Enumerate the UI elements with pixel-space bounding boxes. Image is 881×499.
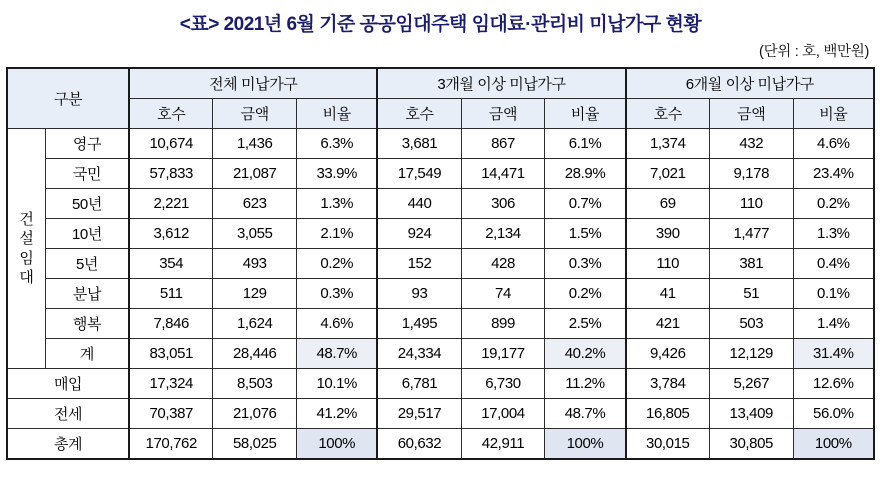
row-label: 국민 xyxy=(45,159,129,189)
cell-value-total: 100% xyxy=(297,429,378,460)
cell-value: 899 xyxy=(461,309,545,339)
cell-value: 48.7% xyxy=(545,399,626,429)
cell-value: 4.6% xyxy=(793,129,874,159)
cell-value: 70,387 xyxy=(129,399,213,429)
cell-value: 623 xyxy=(213,189,297,219)
cell-value: 13,409 xyxy=(709,399,793,429)
cell-value: 0.3% xyxy=(297,279,378,309)
cell-value: 493 xyxy=(213,249,297,279)
cell-value: 0.2% xyxy=(793,189,874,219)
cell-value: 56.0% xyxy=(793,399,874,429)
cell-value-total: 170,762 xyxy=(129,429,213,460)
table-row-subtotal xyxy=(7,339,874,369)
cell-value-subtotal: 12,129 xyxy=(709,339,793,369)
cell-value-total: 100% xyxy=(793,429,874,460)
table-row xyxy=(7,189,874,219)
cell-value: 41.2% xyxy=(297,399,378,429)
cell-value: 17,004 xyxy=(461,399,545,429)
cell-value: 21,076 xyxy=(213,399,297,429)
cell-value: 12.6% xyxy=(793,369,874,399)
cell-value-subtotal: 19,177 xyxy=(461,339,545,369)
cell-value-total: 42,911 xyxy=(461,429,545,460)
cell-value-subtotal: 28,446 xyxy=(213,339,297,369)
row-label: 매입 xyxy=(7,369,129,399)
cell-value: 421 xyxy=(626,309,710,339)
header-sub-ratio-all: 비율 xyxy=(297,99,378,129)
cell-value: 41 xyxy=(626,279,710,309)
cell-value: 3,681 xyxy=(377,129,461,159)
cell-value: 2,221 xyxy=(129,189,213,219)
cell-value: 74 xyxy=(461,279,545,309)
cell-value-total: 30,015 xyxy=(626,429,710,460)
cell-value: 1,495 xyxy=(377,309,461,339)
cell-value: 14,471 xyxy=(461,159,545,189)
cell-value: 16,805 xyxy=(626,399,710,429)
cell-value-total: 30,805 xyxy=(709,429,793,460)
cell-value: 93 xyxy=(377,279,461,309)
cell-value: 10,674 xyxy=(129,129,213,159)
cell-value: 7,846 xyxy=(129,309,213,339)
cell-value: 503 xyxy=(709,309,793,339)
cell-value: 0.2% xyxy=(545,279,626,309)
cell-value: 110 xyxy=(626,249,710,279)
table-row xyxy=(7,309,874,339)
data-table xyxy=(6,67,875,460)
cell-value: 3,055 xyxy=(213,219,297,249)
cell-value: 1,374 xyxy=(626,129,710,159)
cell-value: 6,730 xyxy=(461,369,545,399)
table-row-total xyxy=(7,429,874,460)
table-row xyxy=(7,249,874,279)
cell-value: 0.2% xyxy=(297,249,378,279)
cell-value: 0.7% xyxy=(545,189,626,219)
header-sub-count-all: 호수 xyxy=(129,99,213,129)
row-label: 행복 xyxy=(45,309,129,339)
cell-value: 428 xyxy=(461,249,545,279)
row-label-total: 총계 xyxy=(7,429,129,460)
cell-value: 432 xyxy=(709,129,793,159)
cell-value: 1.3% xyxy=(793,219,874,249)
cell-value: 0.3% xyxy=(545,249,626,279)
table-row xyxy=(7,369,874,399)
cell-value: 5,267 xyxy=(709,369,793,399)
cell-value: 381 xyxy=(709,249,793,279)
cell-value-total: 100% xyxy=(545,429,626,460)
cell-value: 390 xyxy=(626,219,710,249)
row-label: 50년 xyxy=(45,189,129,219)
cell-value: 11.2% xyxy=(545,369,626,399)
cell-value: 9,178 xyxy=(709,159,793,189)
row-label: 분납 xyxy=(45,279,129,309)
cell-value: 51 xyxy=(709,279,793,309)
header-group-3m: 3개월 이상 미납가구 xyxy=(377,68,625,99)
cell-value: 23.4% xyxy=(793,159,874,189)
cell-value-subtotal: 83,051 xyxy=(129,339,213,369)
table-row xyxy=(7,219,874,249)
cell-value: 3,784 xyxy=(626,369,710,399)
header-sub-amount-3m: 금액 xyxy=(461,99,545,129)
cell-value: 1,436 xyxy=(213,129,297,159)
cell-value-subtotal: 24,334 xyxy=(377,339,461,369)
table-row xyxy=(7,399,874,429)
cell-value: 29,517 xyxy=(377,399,461,429)
cell-value: 1,477 xyxy=(709,219,793,249)
header-sub-amount-all: 금액 xyxy=(213,99,297,129)
cell-value: 6.1% xyxy=(545,129,626,159)
header-sub-ratio-6m: 비율 xyxy=(793,99,874,129)
cell-value: 1,624 xyxy=(213,309,297,339)
cell-value: 1.3% xyxy=(297,189,378,219)
cell-value: 1.4% xyxy=(793,309,874,339)
cell-value: 440 xyxy=(377,189,461,219)
cell-value: 2.5% xyxy=(545,309,626,339)
cell-value: 57,833 xyxy=(129,159,213,189)
table-header-row-1 xyxy=(7,68,874,99)
table-header-row-2 xyxy=(7,99,874,129)
header-group-all: 전체 미납가구 xyxy=(129,68,377,99)
cell-value: 0.1% xyxy=(793,279,874,309)
header-group-6m: 6개월 이상 미납가구 xyxy=(626,68,874,99)
cell-value: 110 xyxy=(709,189,793,219)
cell-value: 7,021 xyxy=(626,159,710,189)
cell-value: 511 xyxy=(129,279,213,309)
cell-value: 69 xyxy=(626,189,710,219)
cell-value: 28.9% xyxy=(545,159,626,189)
row-group-label-construction: 건 설 임 대 xyxy=(7,129,45,369)
cell-value: 924 xyxy=(377,219,461,249)
cell-value: 17,324 xyxy=(129,369,213,399)
row-label: 전세 xyxy=(7,399,129,429)
table-row xyxy=(7,129,874,159)
cell-value: 10.1% xyxy=(297,369,378,399)
header-sub-ratio-3m: 비율 xyxy=(545,99,626,129)
cell-value: 152 xyxy=(377,249,461,279)
cell-value: 0.4% xyxy=(793,249,874,279)
table-body xyxy=(7,129,874,460)
cell-value: 6.3% xyxy=(297,129,378,159)
cell-value: 3,612 xyxy=(129,219,213,249)
cell-value: 33.9% xyxy=(297,159,378,189)
cell-value-subtotal: 48.7% xyxy=(297,339,378,369)
cell-value: 2.1% xyxy=(297,219,378,249)
row-label: 10년 xyxy=(45,219,129,249)
cell-value-total: 58,025 xyxy=(213,429,297,460)
header-sub-count-3m: 호수 xyxy=(377,99,461,129)
cell-value: 129 xyxy=(213,279,297,309)
cell-value: 17,549 xyxy=(377,159,461,189)
cell-value-subtotal: 31.4% xyxy=(793,339,874,369)
header-sub-count-6m: 호수 xyxy=(626,99,710,129)
cell-value: 306 xyxy=(461,189,545,219)
cell-value: 8,503 xyxy=(213,369,297,399)
cell-value: 6,781 xyxy=(377,369,461,399)
cell-value: 1.5% xyxy=(545,219,626,249)
cell-value: 4.6% xyxy=(297,309,378,339)
unit-note: (단위 : 호, 백만원) xyxy=(759,44,869,60)
cell-value: 354 xyxy=(129,249,213,279)
header-sub-amount-6m: 금액 xyxy=(709,99,793,129)
cell-value-subtotal: 40.2% xyxy=(545,339,626,369)
cell-value: 21,087 xyxy=(213,159,297,189)
cell-value-subtotal: 9,426 xyxy=(626,339,710,369)
cell-value: 867 xyxy=(461,129,545,159)
row-label: 5년 xyxy=(45,249,129,279)
row-label-subtotal: 계 xyxy=(45,339,129,369)
cell-value: 2,134 xyxy=(461,219,545,249)
table-row xyxy=(7,159,874,189)
page-title: <표> 2021년 6월 기준 공공임대주택 임대료·관리비 미납가구 현황 xyxy=(179,14,702,35)
header-category: 구분 xyxy=(7,68,129,129)
table-row xyxy=(7,279,874,309)
cell-value-total: 60,632 xyxy=(377,429,461,460)
row-label: 영구 xyxy=(45,129,129,159)
